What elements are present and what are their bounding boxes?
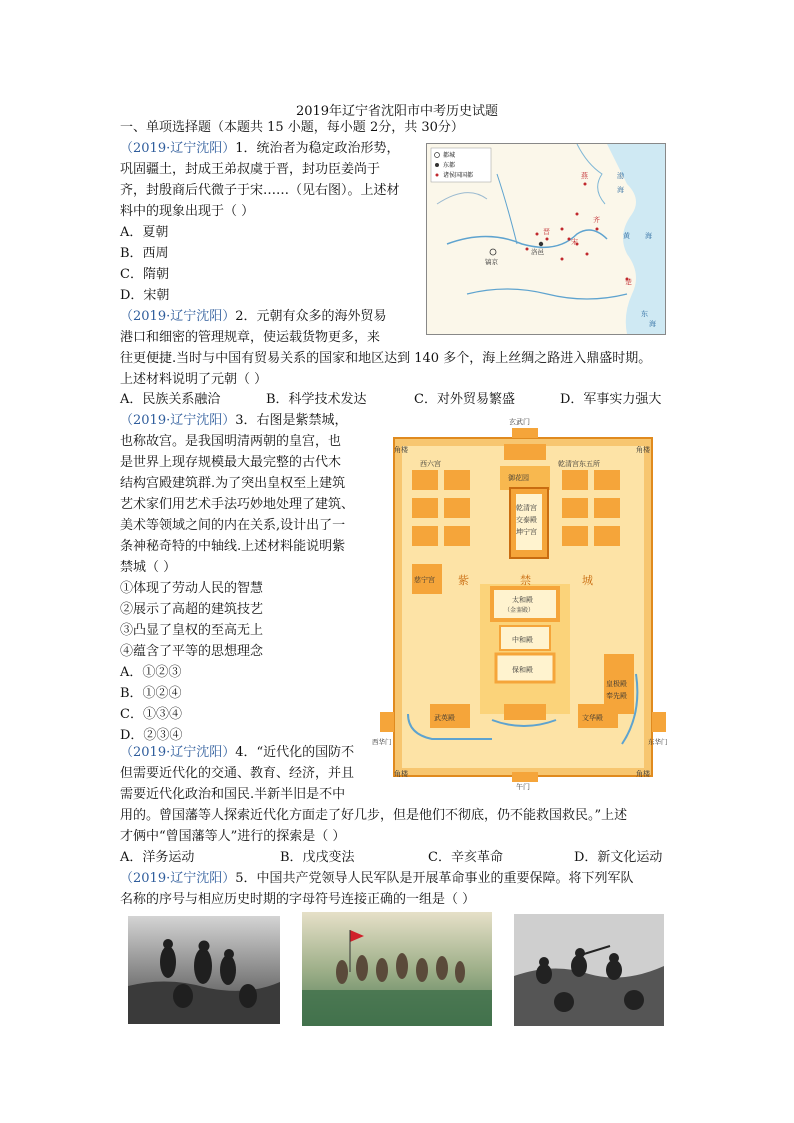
label-east-palaces: 乾清宫东五所 [558,460,600,468]
question-4-option-a: A．洋务运动 [120,850,195,865]
page-title: 2019年辽宁省沈阳市中考历史试题 [295,104,499,119]
photo-long-march-painting [302,912,492,1026]
label-huang: 黄 [623,232,630,240]
label-chu: 楚 [625,278,632,286]
western-zhou-map [426,143,666,335]
label-qi: 齐 [593,216,600,224]
question-3-line-2: 也称故宫。是我国明清两朝的皇宫，也 [120,434,342,449]
label-fengxian-hall: 奉先殿 [606,692,627,700]
label-wenhua-hall: 文华殿 [582,714,603,722]
label-haojing: 镐京 [485,258,498,266]
question-2-option-d: D．军事实力强大 [560,392,662,407]
question-3-option-b: B．①②④ [120,686,182,701]
legend-capital: 都城 [443,152,456,159]
label-hai-3: 海 [649,320,656,328]
label-donghua-gate: 东华门 [648,738,668,746]
question-1-option-d: D．宋朝 [120,288,170,303]
question-3-option-a: A．①②③ [120,665,182,680]
question-1-line-3: 齐，封殷商后代微子于宋……（见右图）。上述材 [120,183,400,198]
label-taihe-hall: 太和殿 [512,596,533,604]
question-2-line-1: （2019·辽宁沈阳）2．元朝有众多的海外贸易 [120,309,387,324]
label-hai-1: 海 [617,186,624,194]
forbidden-city-map [372,414,672,790]
question-4-line-5: 才俩中“曾国藩等人”进行的探索是（ ） [120,829,346,844]
question-3-option-d: D．②③④ [120,728,183,743]
question-5-line-1: （2019·辽宁沈阳）5．中国共产党领导人民军队是开展革命事业的重要保障。将下列军队 [120,871,634,886]
question-1-line-1: （2019·辽宁沈阳）1．统治者为稳定政治形势， [120,141,400,156]
question-1-line-2: 巩固疆土，封成王弟叔虞于晋，封功臣姜尚于 [120,162,381,177]
label-dong: 东 [641,310,648,318]
question-3-statement-3: ③凸显了皇权的至高无上 [120,623,264,638]
question-2-line-3: 往更便捷.当时与中国有贸易关系的国家和地区达到 140 多个，海上丝绸之路进入鼎盛时期。 [120,351,652,366]
label-jiaotai-hall: 交泰殿 [516,516,537,524]
label-bo: 渤 [617,172,624,180]
question-3-line-7: 条神秘奇特的中轴线.上述材料能说明紫 [120,539,346,554]
label-zi: 紫 [458,574,469,587]
label-jin: 禁 [520,574,531,587]
label-corner-tower-nw: 角楼 [394,446,408,454]
question-source: （2019·辽宁沈阳） [120,141,236,156]
question-3-statement-1: ①体现了劳动人民的智慧 [120,581,264,596]
question-3-line-6: 美术等领域之间的内在关系,设计出了一 [120,518,346,533]
question-1-option-c: C．隋朝 [120,267,169,282]
label-xuanwu-gate: 玄武门 [509,418,530,426]
question-1-option-a: A．夏朝 [120,225,169,240]
label-cining-palace: 慈宁宫 [414,576,435,584]
question-3-line-3: 是世界上现存规模最大最完整的古代木 [120,455,342,470]
label-jin: 晋 [543,228,550,236]
question-source: （2019·辽宁沈阳） [120,413,236,428]
legend-east-capital: 东都 [443,162,456,169]
question-4-line-3: 需要近代化政治和国民.半新半旧是不中 [120,787,346,802]
question-4-option-b: B．戊戌变法 [280,850,355,865]
label-zhonghe-hall: 中和殿 [512,636,533,644]
question-2-option-a: A．民族关系融洽 [120,392,221,407]
question-source: （2019·辽宁沈阳） [120,309,236,324]
label-hai-2: 海 [645,232,652,240]
label-wumen-gate: 午门 [516,783,530,790]
question-4-option-c: C．辛亥革命 [428,850,503,865]
label-corner-tower-sw: 角楼 [394,770,408,778]
label-xihua-gate: 西华门 [372,738,392,746]
label-cheng: 城 [582,574,593,587]
question-4-line-4: 用的。曾国藩等人探索近代化方面走了好几步，但是他们不彻底，仍不能救国救民。”上述 [120,808,628,823]
label-kunning-palace: 坤宁宫 [516,528,537,536]
question-source: （2019·辽宁沈阳） [120,871,236,886]
question-3-line-8: 禁城（ ） [120,560,177,575]
label-qianqing-palace: 乾清宫 [516,504,537,512]
question-2-line-2: 港口和细密的管理规章，使运载货物更多，来 [120,330,381,345]
photo-trench-battle [514,914,664,1026]
label-baohe-hall: 保和殿 [512,666,533,674]
question-1-line-4: 料中的现象出现于（ ） [120,204,255,219]
question-2-option-c: C．对外贸易繁盛 [414,392,515,407]
question-2-option-b: B．科学技术发达 [266,392,367,407]
question-3-statement-4: ④蕴含了平等的思想理念 [120,644,264,659]
label-taihe-alias: （金銮殿） [504,607,535,614]
label-corner-tower-se: 角楼 [636,770,650,778]
question-2-line-4: 上述材料说明了元朝（ ） [120,372,268,387]
label-imperial-garden: 御花园 [508,474,529,482]
question-1-option-b: B．西周 [120,246,169,261]
question-4-line-2: 但需要近代化的交通、教育、经济，并且 [120,766,355,781]
question-3-statement-2: ②展示了高超的建筑技艺 [120,602,264,617]
question-source: （2019·辽宁沈阳） [120,745,236,760]
section-heading: 一、单项选择题（本题共 15 小题，每小题 2分，共 30分） [120,120,464,135]
question-5-line-2: 名称的序号与相应历史时期的字母符号连接正确的一组是（ ） [120,892,476,907]
question-3-line-4: 结构宫殿建筑群.为了突出皇权至上建筑 [120,476,346,491]
label-luoyi: 洛邑 [531,248,544,256]
label-yan: 燕 [581,172,588,180]
label-west-palaces: 西六宫 [420,460,441,468]
question-4-line-1: （2019·辽宁沈阳）4．“近代化的国防不 [120,745,355,760]
label-song: 宋 [571,238,578,246]
legend-vassal-capital: 诸侯国国都 [443,172,474,179]
question-3-line-5: 艺术家们用艺术手法巧妙地处理了建筑、 [120,497,355,512]
photo-soldiers-scouting [128,916,280,1024]
label-wuying-hall: 武英殿 [434,714,455,722]
label-huangji-hall: 皇极殿 [606,680,627,688]
question-3-line-1: （2019·辽宁沈阳）3．右图是紫禁城， [120,413,348,428]
question-3-option-c: C．①③④ [120,707,182,722]
label-corner-tower-ne: 角楼 [636,446,650,454]
question-4-option-d: D．新文化运动 [574,850,663,865]
